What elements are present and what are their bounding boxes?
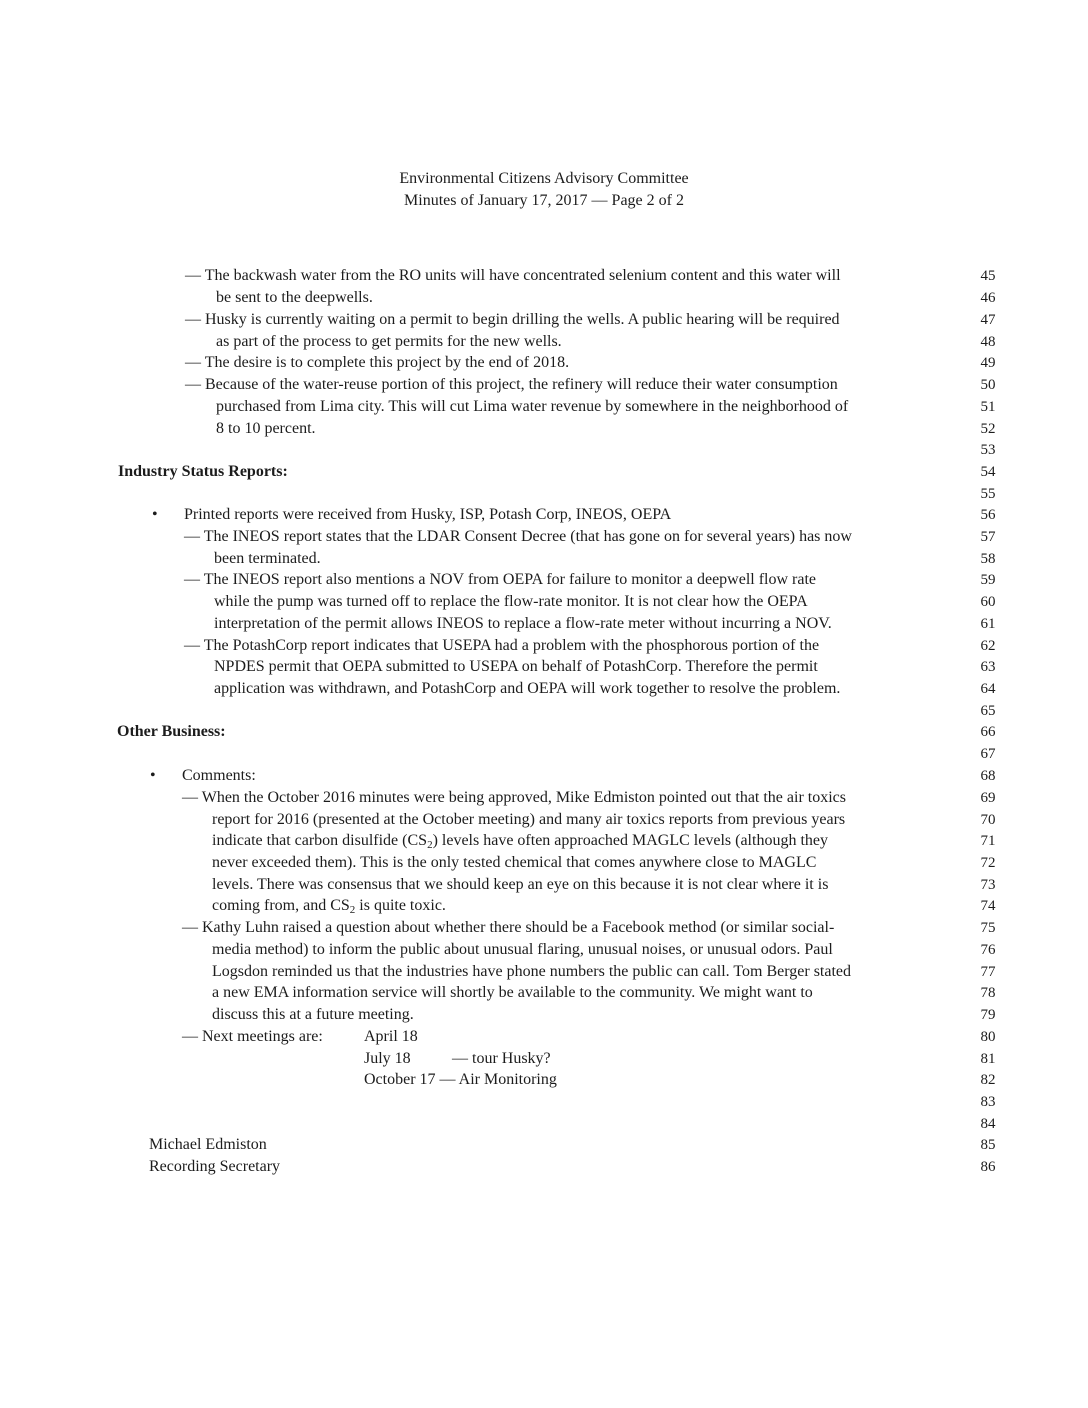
line-number: 60 xyxy=(980,594,996,610)
subscript: 2 xyxy=(427,839,433,851)
line-number: 52 xyxy=(980,421,996,437)
text-line: levels. There was consensus that we should keep an eye on this because it is not clear where it is xyxy=(212,876,829,893)
text-line: — The desire is to complete this project by the end of 2018. xyxy=(185,354,570,371)
bullet: • xyxy=(150,767,156,784)
line-number: 64 xyxy=(980,681,996,697)
text-line: — When the October 2016 minutes were being approved, Mike Edmiston pointed out that the air toxics xyxy=(182,789,846,806)
line-number: 62 xyxy=(980,638,996,654)
text-line: Logsdon reminded us that the industries have phone numbers the public can call. Tom Berger stated xyxy=(212,963,852,980)
line-number: 48 xyxy=(980,334,996,350)
line-number: 69 xyxy=(980,790,996,806)
text-line xyxy=(212,895,446,917)
text-line: NPDES permit that OEPA submitted to USEPA on behalf of PotashCorp. Therefore the permit xyxy=(214,658,818,675)
line-number: 61 xyxy=(980,616,996,632)
line-number: 55 xyxy=(980,486,996,502)
text-line: application was withdrawn, and PotashCorp and OEPA will work together to resolve the problem. xyxy=(214,680,841,697)
line-number: 50 xyxy=(980,377,996,393)
text-line: discuss this at a future meeting. xyxy=(212,1006,414,1023)
text-line: — The backwash water from the RO units will have concentrated selenium content and this water will xyxy=(185,267,841,284)
line-number: 75 xyxy=(980,920,996,936)
section-heading-industry-status: Industry Status Reports: xyxy=(118,463,288,480)
line-number: 85 xyxy=(980,1137,996,1153)
line-number: 51 xyxy=(980,399,996,415)
subscript: 2 xyxy=(349,904,356,916)
text-line: while the pump was turned off to replace the flow-rate monitor. It is not clear how the OEPA xyxy=(214,593,808,610)
line-number: 66 xyxy=(980,724,996,740)
line-number: 49 xyxy=(980,355,996,371)
line-number: 76 xyxy=(980,942,996,958)
text-line: purchased from Lima city. This will cut Lima water revenue by somewhere in the neighborhood of xyxy=(216,398,849,415)
text-segment: ) levels have often approached MAGLC levels (although they xyxy=(432,832,828,849)
text-line: interpretation of the permit allows INEOS to replace a flow-rate meter without incurring a NOV. xyxy=(214,615,832,632)
text-line: — The PotashCorp report indicates that USEPA had a problem with the phosphorous portion of the xyxy=(184,637,820,654)
line-number: 57 xyxy=(980,529,996,545)
line-number: 59 xyxy=(980,572,996,588)
line-number: 67 xyxy=(980,746,996,762)
text-line xyxy=(212,830,828,852)
line-number: 63 xyxy=(980,659,996,675)
page-header xyxy=(0,168,1088,212)
text-line: report for 2016 (presented at the October meeting) and many air toxics reports from previous years xyxy=(212,811,846,828)
line-number: 82 xyxy=(980,1072,996,1088)
text-line: — Because of the water-reuse portion of this project, the refinery will reduce their water consumption xyxy=(185,376,838,393)
meeting-note: — tour Husky? xyxy=(452,1050,551,1067)
line-number: 53 xyxy=(980,442,996,458)
text-line: 8 to 10 percent. xyxy=(216,420,316,437)
minutes-date-page: Minutes of January 17, 2017 — Page 2 of 2 xyxy=(404,192,684,209)
line-number: 65 xyxy=(980,703,996,719)
text-line: — The INEOS report also mentions a NOV from OEPA for failure to monitor a deepwell flow rate xyxy=(184,571,817,588)
meeting-date: April 18 xyxy=(364,1028,418,1045)
line-number: 78 xyxy=(980,985,996,1001)
text-line: — The INEOS report states that the LDAR Consent Decree (that has gone on for several years) has now xyxy=(184,528,852,545)
line-number: 46 xyxy=(980,290,996,306)
meeting-date: July 18 xyxy=(364,1050,411,1067)
section-heading-other-business: Other Business: xyxy=(117,723,226,740)
text-line: as part of the process to get permits for the new wells. xyxy=(216,333,562,350)
text-line: been terminated. xyxy=(214,550,321,567)
text-line: a new EMA information service will shortly be available to the community. We might want to xyxy=(212,984,813,1001)
line-number: 73 xyxy=(980,877,996,893)
text-line: Printed reports were received from Husky, ISP, Potash Corp, INEOS, OEPA xyxy=(184,506,672,523)
line-number: 74 xyxy=(980,898,996,914)
line-number: 80 xyxy=(980,1029,996,1045)
line-number: 83 xyxy=(980,1094,996,1110)
text-segment: indicate that carbon disulfide (CS xyxy=(212,832,428,849)
line-number: 71 xyxy=(980,833,996,849)
line-number: 45 xyxy=(980,268,996,284)
line-number: 68 xyxy=(980,768,996,784)
bullet: • xyxy=(152,506,158,523)
text-line: — Next meetings are: xyxy=(182,1028,323,1045)
line-number: 47 xyxy=(980,312,996,328)
committee-title: Environmental Citizens Advisory Committee xyxy=(399,170,689,187)
line-number: 58 xyxy=(980,551,996,567)
text-segment: coming from, and CS xyxy=(212,897,350,914)
line-number: 86 xyxy=(980,1159,996,1175)
text-line: be sent to the deepwells. xyxy=(216,289,373,306)
line-number: 70 xyxy=(980,812,996,828)
secretary-name: Michael Edmiston xyxy=(149,1136,267,1153)
line-number: 84 xyxy=(980,1116,996,1132)
text-line: media method) to inform the public about unusual flaring, unusual noises, or unusual odors. Paul xyxy=(212,941,833,958)
meeting-date: October 17 — Air Monitoring xyxy=(364,1071,557,1088)
line-number: 56 xyxy=(980,507,996,523)
line-number: 79 xyxy=(980,1007,996,1023)
text-line: Comments: xyxy=(182,767,256,784)
line-number: 81 xyxy=(980,1051,996,1067)
text-segment: is quite toxic. xyxy=(355,897,446,914)
text-line: never exceeded them). This is the only tested chemical that comes anywhere close to MAGLC xyxy=(212,854,817,871)
secretary-title: Recording Secretary xyxy=(149,1158,281,1175)
text-line: — Husky is currently waiting on a permit to begin drilling the wells. A public hearing will be required xyxy=(185,311,840,328)
line-number: 77 xyxy=(980,964,996,980)
line-number: 54 xyxy=(980,464,996,480)
line-number: 72 xyxy=(980,855,996,871)
text-line: — Kathy Luhn raised a question about whether there should be a Facebook method (or similar social- xyxy=(182,919,835,936)
